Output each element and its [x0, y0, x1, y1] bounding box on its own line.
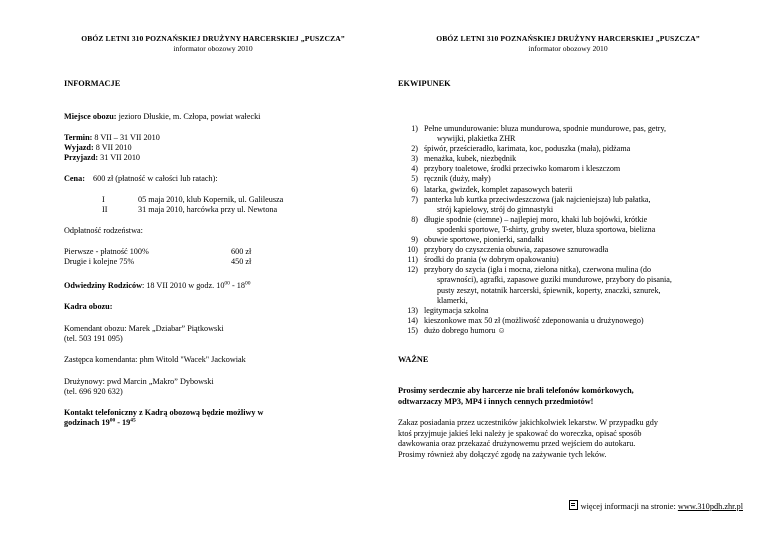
arrival-value: 31 VII 2010 [98, 153, 141, 162]
section-title-wazne: WAŻNE [398, 355, 429, 364]
equipment-item-text: ręcznik (duży, mały) [424, 174, 491, 184]
equipment-item-text: sprawności), agrafki, zapasowe guziki mundurowe, przybory do pisania, [437, 275, 672, 285]
sibling-row [64, 257, 252, 267]
visits-label: Odwiedziny Rodziców [64, 281, 143, 290]
commander-phone: (tel. 503 191 095) [64, 334, 123, 343]
camp-term [64, 133, 160, 143]
equipment-item [398, 174, 738, 184]
contact-hours-line2 [64, 418, 136, 428]
equipment-item-number: 1) [411, 124, 418, 133]
equipment-item [398, 124, 738, 144]
commander: Komendant obozu: Marek „Dziabar” Piątkowski [64, 324, 224, 333]
right-page [398, 0, 738, 543]
contact-time-start: godzinach 19 [64, 418, 110, 427]
equipment-item [398, 195, 738, 215]
medicine-notice-line: ktoś przyjmuje jakieś leki należy je spakować do woreczka, opisać sposób [398, 428, 642, 438]
equipment-item-text: klamerki, [437, 295, 468, 305]
sibling-label: Drugie i kolejne 75% [64, 257, 135, 266]
departure-value: 8 VII 2010 [93, 143, 132, 152]
team-leader: Drużynowy: pwd Marcin „Makro” Dybowski [64, 377, 214, 386]
equipment-item-text: wywijki, plakietka ZHR [437, 134, 516, 144]
medicine-notice [398, 418, 728, 460]
staff-title: Kadra obozu: [64, 302, 113, 311]
section-title-ekwipunek: EKWIPUNEK [398, 79, 451, 88]
medicine-notice-line: Zakaz posiadania przez uczestników jakichkolwiek lekarstw. W przypadku gdy [398, 418, 658, 427]
camp-location [64, 112, 260, 122]
document-icon [569, 500, 578, 510]
arrival-label: Przyjazd: [64, 153, 99, 162]
contact-time-end-minutes: 45 [130, 417, 136, 424]
siblings-title: Odpłatność rodzeństwa: [64, 226, 143, 235]
equipment-item-text: spodenki sportowe, T-shirty, gruby sweter, bluza sportowa, bielizna [437, 224, 656, 234]
installment-text: 05 maja 2010, klub Kopernik, ul. Galileusza [138, 195, 284, 204]
visits-time-end-minutes: 00 [244, 280, 251, 287]
sibling-label: Pierwsze - płatność 100% [64, 247, 149, 256]
contact-hours-line1: Kontakt telefoniczny z Kadrą obozową będzie możliwy w [64, 408, 264, 417]
equipment-item-number: 2) [411, 144, 418, 154]
camp-title: OBÓZ LETNI 310 POZNAŃSKIEJ DRUŻYNY HARCERSKIEJ „PUSZCZA” [436, 34, 700, 43]
medicine-notice-line: dawkowania oraz przekazać drużynowemu przed wejściem do autokaru. [398, 439, 636, 449]
section-title-informacje: INFORMACJE [64, 79, 121, 88]
camp-arrival [64, 153, 140, 163]
equipment-item-text: śpiwór, prześcieradło, karimata, koc, poduszka (mała), pidżama [424, 144, 631, 154]
important-notice-line: Prosimy serdecznie aby harcerze nie brali telefonów komórkowych, [398, 386, 634, 395]
visits-text: : 18 VII 2010 w godz. 10 [142, 281, 225, 290]
equipment-item-number: 7) [411, 194, 418, 204]
price-value: 600 zł (płatność w całości lub ratach): [93, 174, 218, 183]
camp-title: OBÓZ LETNI 310 POZNAŃSKIEJ DRUŻYNY HARCERSKIEJ „PUSZCZA” [81, 34, 345, 43]
visits-time-end: - 18 [229, 281, 245, 290]
equipment-item [398, 265, 738, 305]
installment-text: 31 maja 2010, harcówka przy ul. Newtona [138, 205, 278, 214]
equipment-item-text: obuwie sportowe, pionierki, sandałki [424, 235, 544, 245]
equipment-item-number: 11) [407, 255, 418, 265]
more-info-text: więcej informacji na stronie: [580, 502, 678, 511]
equipment-item-number: 10) [407, 245, 418, 255]
sibling-amount: 450 zł [231, 257, 252, 266]
equipment-item [398, 144, 738, 154]
sibling-row [64, 247, 252, 257]
price-label: Cena: [64, 174, 85, 183]
equipment-item-text: środki do prania (w dobrym opakowaniu) [424, 255, 559, 265]
equipment-item-text: pusty zeszyt, notatnik harcerski, śpiewnik, koperty, znaczki, sznurek, [437, 285, 661, 295]
equipment-item-text: kieszonkowe max 50 zł (możliwość zdeponowania u drużynowego) [424, 315, 644, 325]
equipment-item-text: długie spodnie (ciemne) – najlepiej moro, khaki lub bojówki, krótkie [424, 214, 648, 224]
equipment-item [398, 215, 738, 235]
installment-row [102, 195, 284, 205]
equipment-item [398, 154, 738, 164]
page-header-left [58, 34, 368, 54]
equipment-item-text: przybory do czyszczenia obuwia, zapasowe sznurowadła [424, 245, 609, 255]
term-value: 8 VII – 31 VII 2010 [92, 133, 160, 142]
equipment-item-text: legitymacja szkolna [424, 305, 489, 315]
installment-row [102, 205, 278, 215]
term-label: Termin: [64, 133, 93, 142]
more-info-footer [569, 500, 743, 511]
equipment-item-number: 8) [411, 214, 418, 224]
equipment-item-number: 15) [407, 325, 418, 335]
equipment-item-number: 6) [411, 184, 418, 194]
equipment-item-number: 5) [411, 174, 418, 184]
equipment-item-number: 13) [407, 305, 418, 315]
installment-number: I [102, 195, 105, 204]
equipment-item-text: menażka, kubek, niezbędnik [424, 154, 517, 164]
page-header-right [398, 34, 738, 54]
equipment-item-text: Pełne umundurowanie: bluza mundurowa, spodnie mundurowe, pas, getry, [424, 124, 667, 133]
important-notice-line: odtwarzaczy MP3, MP4 i innych cennych przedmiotów! [398, 396, 594, 406]
equipment-item-number: 4) [411, 164, 418, 174]
camp-subtitle: informator obozowy 2010 [173, 44, 253, 53]
equipment-item-number: 14) [407, 315, 418, 325]
equipment-item [398, 235, 738, 245]
equipment-item [398, 326, 738, 336]
equipment-item [398, 164, 738, 174]
equipment-item [398, 245, 738, 255]
equipment-list [398, 124, 738, 336]
visits-time-start-minutes: 00 [224, 280, 230, 287]
camp-departure [64, 143, 132, 153]
contact-time-start-minutes: 00 [109, 417, 116, 424]
website-link[interactable]: www.310pdh.zhr.pl [677, 502, 743, 511]
equipment-item-text: dużo dobrego humoru ☺ [424, 325, 506, 335]
equipment-item [398, 316, 738, 326]
equipment-item-number: 12) [407, 265, 418, 275]
left-page [38, 0, 368, 543]
contact-time-end: - 19 [115, 418, 131, 427]
equipment-item-text: latarka, gwizdek, komplet zapasowych baterii [424, 184, 573, 194]
deputy-commander: Zastępca komendanta: phm Witold "Wacek" Jackowiak [64, 355, 246, 364]
equipment-item [398, 255, 738, 265]
equipment-item-number: 9) [411, 235, 418, 245]
equipment-item [398, 306, 738, 316]
location-value: jezioro Dłuskie, m. Człopa, powiat wałecki [116, 112, 261, 121]
equipment-item [398, 185, 738, 195]
equipment-item-number: 3) [411, 154, 418, 164]
equipment-item-text: strój kąpielowy, strój do gimnastyki [437, 204, 554, 214]
equipment-item-text: przybory do szycia (igła i mocna, zielona nitka), czerwona mulina (do [424, 265, 651, 275]
important-notice [398, 386, 728, 407]
camp-subtitle: informator obozowy 2010 [528, 44, 608, 53]
departure-label: Wyjazd: [64, 143, 94, 152]
sibling-amount: 600 zł [231, 247, 252, 256]
location-label: Miejsce obozu: [64, 112, 117, 121]
equipment-item-text: przybory toaletowe, środki przeciwko komarom i kleszczom [424, 164, 621, 174]
installment-number: II [102, 205, 108, 214]
equipment-item-text: panterka lub kurtka przeciwdeszczowa (jak najcieniejsza) lub pałatka, [424, 194, 651, 204]
team-leader-phone: (tel. 696 920 632) [64, 387, 123, 396]
parents-visit [64, 281, 250, 291]
medicine-notice-line: Prosimy również aby dołączyć zgodę na zażywanie tych leków. [398, 449, 607, 459]
camp-price [64, 174, 218, 184]
